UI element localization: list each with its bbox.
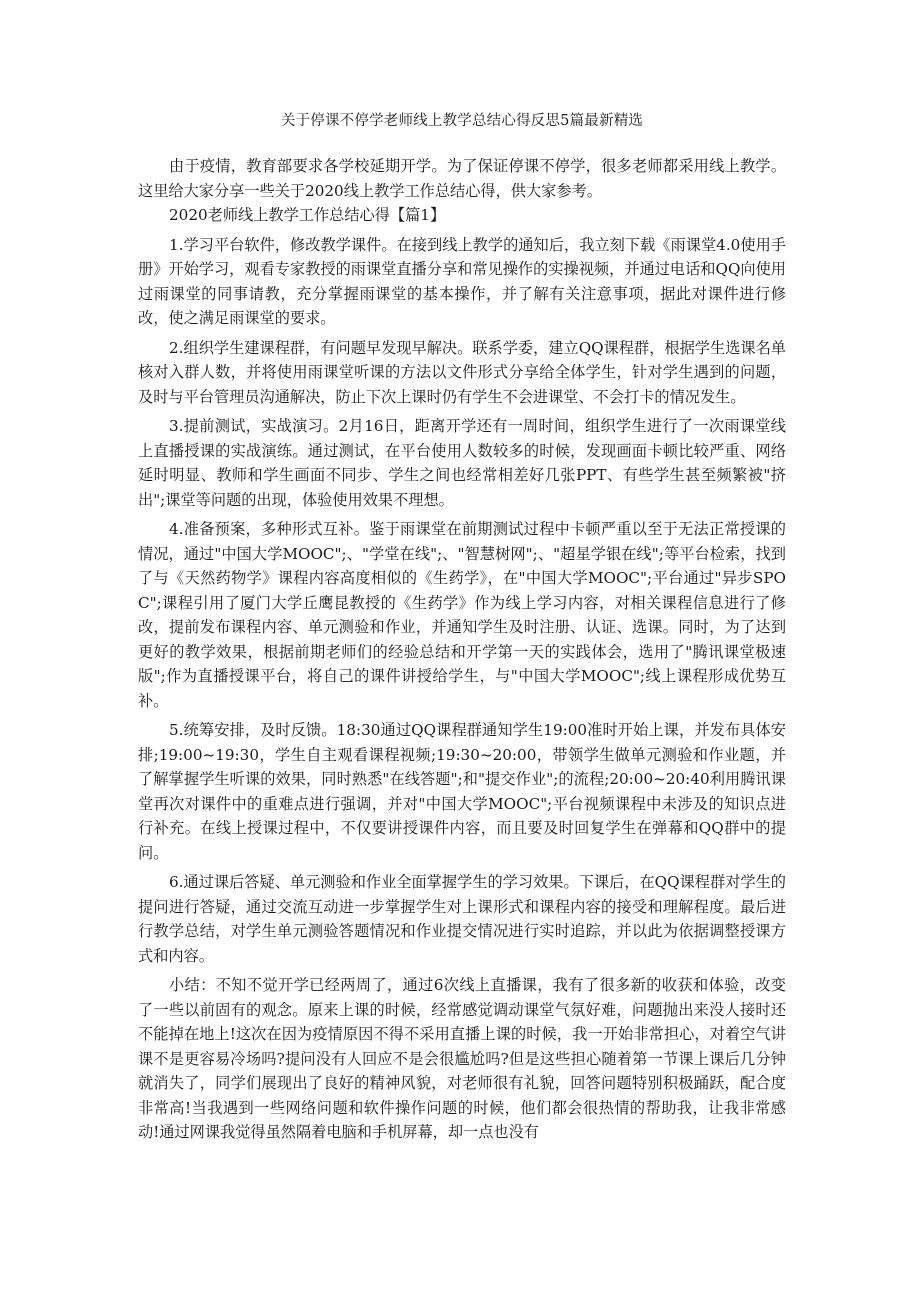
paragraph-5: 5.统筹安排，及时反馈。18:30通过QQ课程群通知学生19:00准时开始上课，并发布具体安排;19:00~19:30，学生自主观看课程视频;19:30~20:00，带领学生做单元测验和作业题，并了解掌握学生听课的效果，同时熟悉"在线答题";和"提交作业";的流程;20:00~20:40利用腾讯课堂再次对课件中的重难点进行强调，并对"中国大学MOOC";平台视频课程中未涉及的知识点进行补充。在线上授课过程中，不仅要讲授课件内容，而且要及时回复学生在弹幕和QQ群中的提问。: [138, 721, 786, 862]
section-heading: 2020老师线上教学工作总结心得【篇1】: [169, 206, 446, 224]
summary-paragraph: 小结：不知不觉开学已经两周了，通过6次线上直播课，我有了很多新的收获和体验，改变了一些以前固有的观念。原来上课的时候，经常感觉调动课堂气氛好难，问题抛出来没人接时还不能掉在地上!这次在因为疫情原因不得不采用直播上课的时候，我一开始非常担心，对着空气讲课不是更容易冷场吗?提问没有人回应不是会很尴尬吗?但是这些担心随着第一节课上课后几分钟就消失了，同学们展现出了良好的精神风貌，对老师很有礼貌，回答问题特别积极踊跃，配合度非常高!当我遇到一些网络问题和软件操作问题的时候，他们都会很热情的帮助我，让我非常感动!通过网课我觉得虽然隔着电脑和手机屏幕，却一点也没有: [138, 976, 786, 1141]
document-title: 关于停课不停学老师线上教学总结心得反思5篇最新精选: [280, 113, 644, 129]
paragraph-2: 2.组织学生建课程群，有问题早发现早解决。联系学委，建立QQ课程群，根据学生选课名单核对入群人数，并将使用雨课堂听课的方法以文件形式分享给全体学生，针对学生遇到的问题，及时与平台管理员沟通解决，防止下次上课时仍有学生不会进课堂、不会打卡的情况发生。: [138, 338, 786, 406]
document-page: [138, 110, 786, 1150]
paragraph-6: 6.通过课后答疑、单元测验和作业全面掌握学生的学习效果。下课后，在QQ课程群对学生的提问进行答疑，通过交流互动进一步掌握学生对上课形式和课程内容的接受和理解程度。最后进行教学总结，对学生单元测验答题情况和作业提交情况进行实时追踪，并以此为依据调整授课方式和内容。: [138, 873, 786, 965]
intro-paragraph: 由于疫情，教育部要求各学校延期开学。为了保证停课不停学，很多老师都采用线上教学。这里给大家分享一些关于2020线上教学工作总结心得，供大家参考。: [138, 157, 786, 200]
paragraph-3: 3.提前测试，实战演习。2月16日，距离开学还有一周时间，组织学生进行了一次雨课堂线上直播授课的实战演练。通过测试，在平台使用人数较多的时候，发现画面卡顿比较严重、网络延时明显、教师和学生画面不同步、学生之间也经常相差好几张PPT、有些学生甚至频繁被"挤出";课堂等问题的出现，体验使用效果不理想。: [138, 417, 786, 509]
paragraph-4: 4.准备预案，多种形式互补。鉴于雨课堂在前期测试过程中卡顿严重以至于无法正常授课的情况，通过"中国大学MOOC";、"学堂在线";、"智慧树网";、"超星学银在线";等平台检索，找到了与《天然药物学》课程内容高度相似的《生药学》，在"中国大学MOOC";平台通过"异步SPOC";课程引用了厦门大学丘鹰昆教授的《生药学》作为线上学习内容，对相关课程信息进行了修改，提前发布课程内容、单元测验和作业，并通知学生及时注册、认证、选课。同时，为了达到更好的教学效果，根据前期老师们的经验总结和开学第一天的实践体会，选用了"腾讯课堂极速版";作为直播授课平台，将自己的课件讲授给学生，与"中国大学MOOC";线上课程形成优势互补。: [138, 520, 786, 710]
paragraph-1: 1.学习平台软件，修改教学课件。在接到线上教学的通知后，我立刻下载《雨课堂4.0使用手册》开始学习，观看专家教授的雨课堂直播分享和常见操作的实操视频，并通过电话和QQ向使用过雨课堂的同事请教，充分掌握雨课堂的基本操作，并了解有关注意事项，据此对课件进行修改，使之满足雨课堂的要求。: [138, 235, 786, 327]
